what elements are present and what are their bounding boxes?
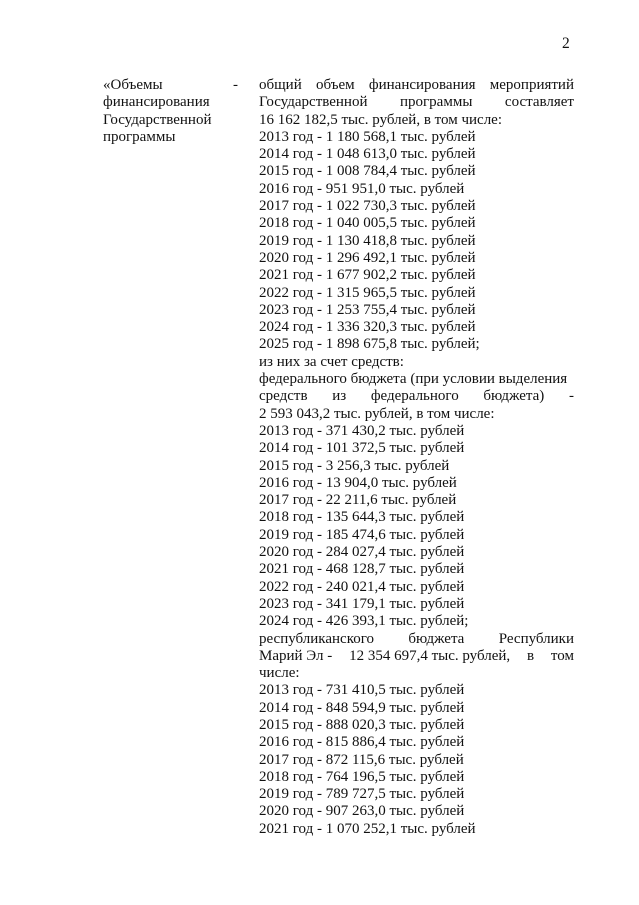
federal-years-list <box>259 423 574 631</box>
year-row: 2018 год - 764 196,5 тыс. рублей <box>259 768 465 785</box>
year-row: 2017 год - 1 022 730,3 тыс. рублей <box>259 198 476 215</box>
word: Государственной <box>259 94 368 111</box>
financing-details <box>259 77 574 838</box>
republic-years-list <box>259 682 574 838</box>
word: объем <box>315 77 355 93</box>
section-label-line: Государственной <box>103 111 212 128</box>
year-row: 2013 год - 371 430,2 тыс. рублей <box>259 422 465 439</box>
total-intro-line3: 16 162 182,5 тыс. рублей, в том числе: <box>259 111 503 128</box>
year-row: 2019 год - 1 130 418,8 тыс. рублей <box>259 232 476 249</box>
year-row: 2020 год - 907 263,0 тыс. рублей <box>259 803 465 820</box>
year-row: 2025 год - 1 898 675,8 тыс. рублей; <box>259 336 480 353</box>
year-row: 2014 год - 1 048 613,0 тыс. рублей <box>259 146 476 163</box>
year-row: 2019 год - 185 474,6 тыс. рублей <box>259 526 465 543</box>
republic-intro-line3: числе: <box>259 665 300 682</box>
total-years-list <box>259 129 574 354</box>
year-row: 2020 год - 284 027,4 тыс. рублей <box>259 544 465 561</box>
year-row: 2024 год - 426 393,1 тыс. рублей; <box>259 613 469 630</box>
year-row: 2015 год - 1 008 784,4 тыс. рублей <box>259 163 476 180</box>
year-row: 2018 год - 1 040 005,5 тыс. рублей <box>259 215 476 232</box>
year-row: 2022 год - 1 315 965,5 тыс. рублей <box>259 284 476 301</box>
word: бюджета) <box>483 388 545 405</box>
section-label-line: финансирования <box>103 94 210 111</box>
year-row: 2021 год - 1 070 252,1 тыс. рублей <box>259 820 476 837</box>
word: республиканского <box>259 630 374 647</box>
section-label <box>103 77 228 146</box>
year-row: 2016 год - 815 886,4 тыс. рублей <box>259 734 465 751</box>
year-row: 2020 год - 1 296 492,1 тыс. рублей <box>259 249 476 266</box>
word: в <box>526 647 535 664</box>
republic-intro-line2 <box>259 648 574 665</box>
federal-intro-line2 <box>259 388 574 405</box>
word: общий <box>259 77 302 93</box>
year-row: 2023 год - 1 253 755,4 тыс. рублей <box>259 301 476 318</box>
year-row: 2021 год - 468 128,7 тыс. рублей <box>259 561 465 578</box>
year-row: 2021 год - 1 677 902,2 тыс. рублей <box>259 267 476 284</box>
federal-intro-line3: 2 593 043,2 тыс. рублей, в том числе: <box>259 405 495 422</box>
section-label-line: «Объемы <box>103 77 163 93</box>
word: - <box>568 388 574 405</box>
word: программы <box>400 94 473 111</box>
page-number: 2 <box>562 35 570 52</box>
total-intro-line1 <box>259 77 574 94</box>
republic-intro-line1 <box>259 631 574 648</box>
year-row: 2017 год - 872 115,6 тыс. рублей <box>259 751 464 768</box>
word: мероприятий <box>489 77 574 93</box>
year-row: 2016 год - 951 951,0 тыс. рублей <box>259 180 465 197</box>
year-row: 2015 год - 888 020,3 тыс. рублей <box>259 716 465 733</box>
word: Марий Эл - <box>259 647 333 664</box>
word: 12 354 697,4 тыс. рублей, <box>349 647 511 664</box>
year-row: 2013 год - 731 410,5 тыс. рублей <box>259 682 465 699</box>
section-label-line: программы <box>103 128 176 145</box>
year-row: 2022 год - 240 021,4 тыс. рублей <box>259 578 465 595</box>
year-row: 2016 год - 13 904,0 тыс. рублей <box>259 474 457 491</box>
year-row: 2018 год - 135 644,3 тыс. рублей <box>259 509 465 526</box>
word: финансирования <box>368 77 476 93</box>
word: средств <box>259 388 308 405</box>
year-row: 2017 год - 22 211,6 тыс. рублей <box>259 492 457 509</box>
year-row: 2013 год - 1 180 568,1 тыс. рублей <box>259 128 476 145</box>
total-intro-line2 <box>259 94 574 111</box>
year-row: 2023 год - 341 179,1 тыс. рублей <box>259 595 465 612</box>
federal-intro-line1: федерального бюджета (при условии выделения <box>259 371 568 388</box>
label-dash: - <box>233 77 238 93</box>
year-row: 2024 год - 1 336 320,3 тыс. рублей <box>259 319 476 336</box>
word: федерального <box>370 388 459 405</box>
word: том <box>550 647 574 664</box>
year-row: 2014 год - 101 372,5 тыс. рублей <box>259 440 465 457</box>
year-row: 2019 год - 789 727,5 тыс. рублей <box>259 786 465 803</box>
from-them-line: из них за счет средств: <box>259 353 404 370</box>
word: бюджета <box>408 630 465 647</box>
word: из <box>332 388 347 405</box>
word: составляет <box>504 94 574 111</box>
word: Республики <box>498 630 574 647</box>
year-row: 2015 год - 3 256,3 тыс. рублей <box>259 457 450 474</box>
year-row: 2014 год - 848 594,9 тыс. рублей <box>259 699 465 716</box>
